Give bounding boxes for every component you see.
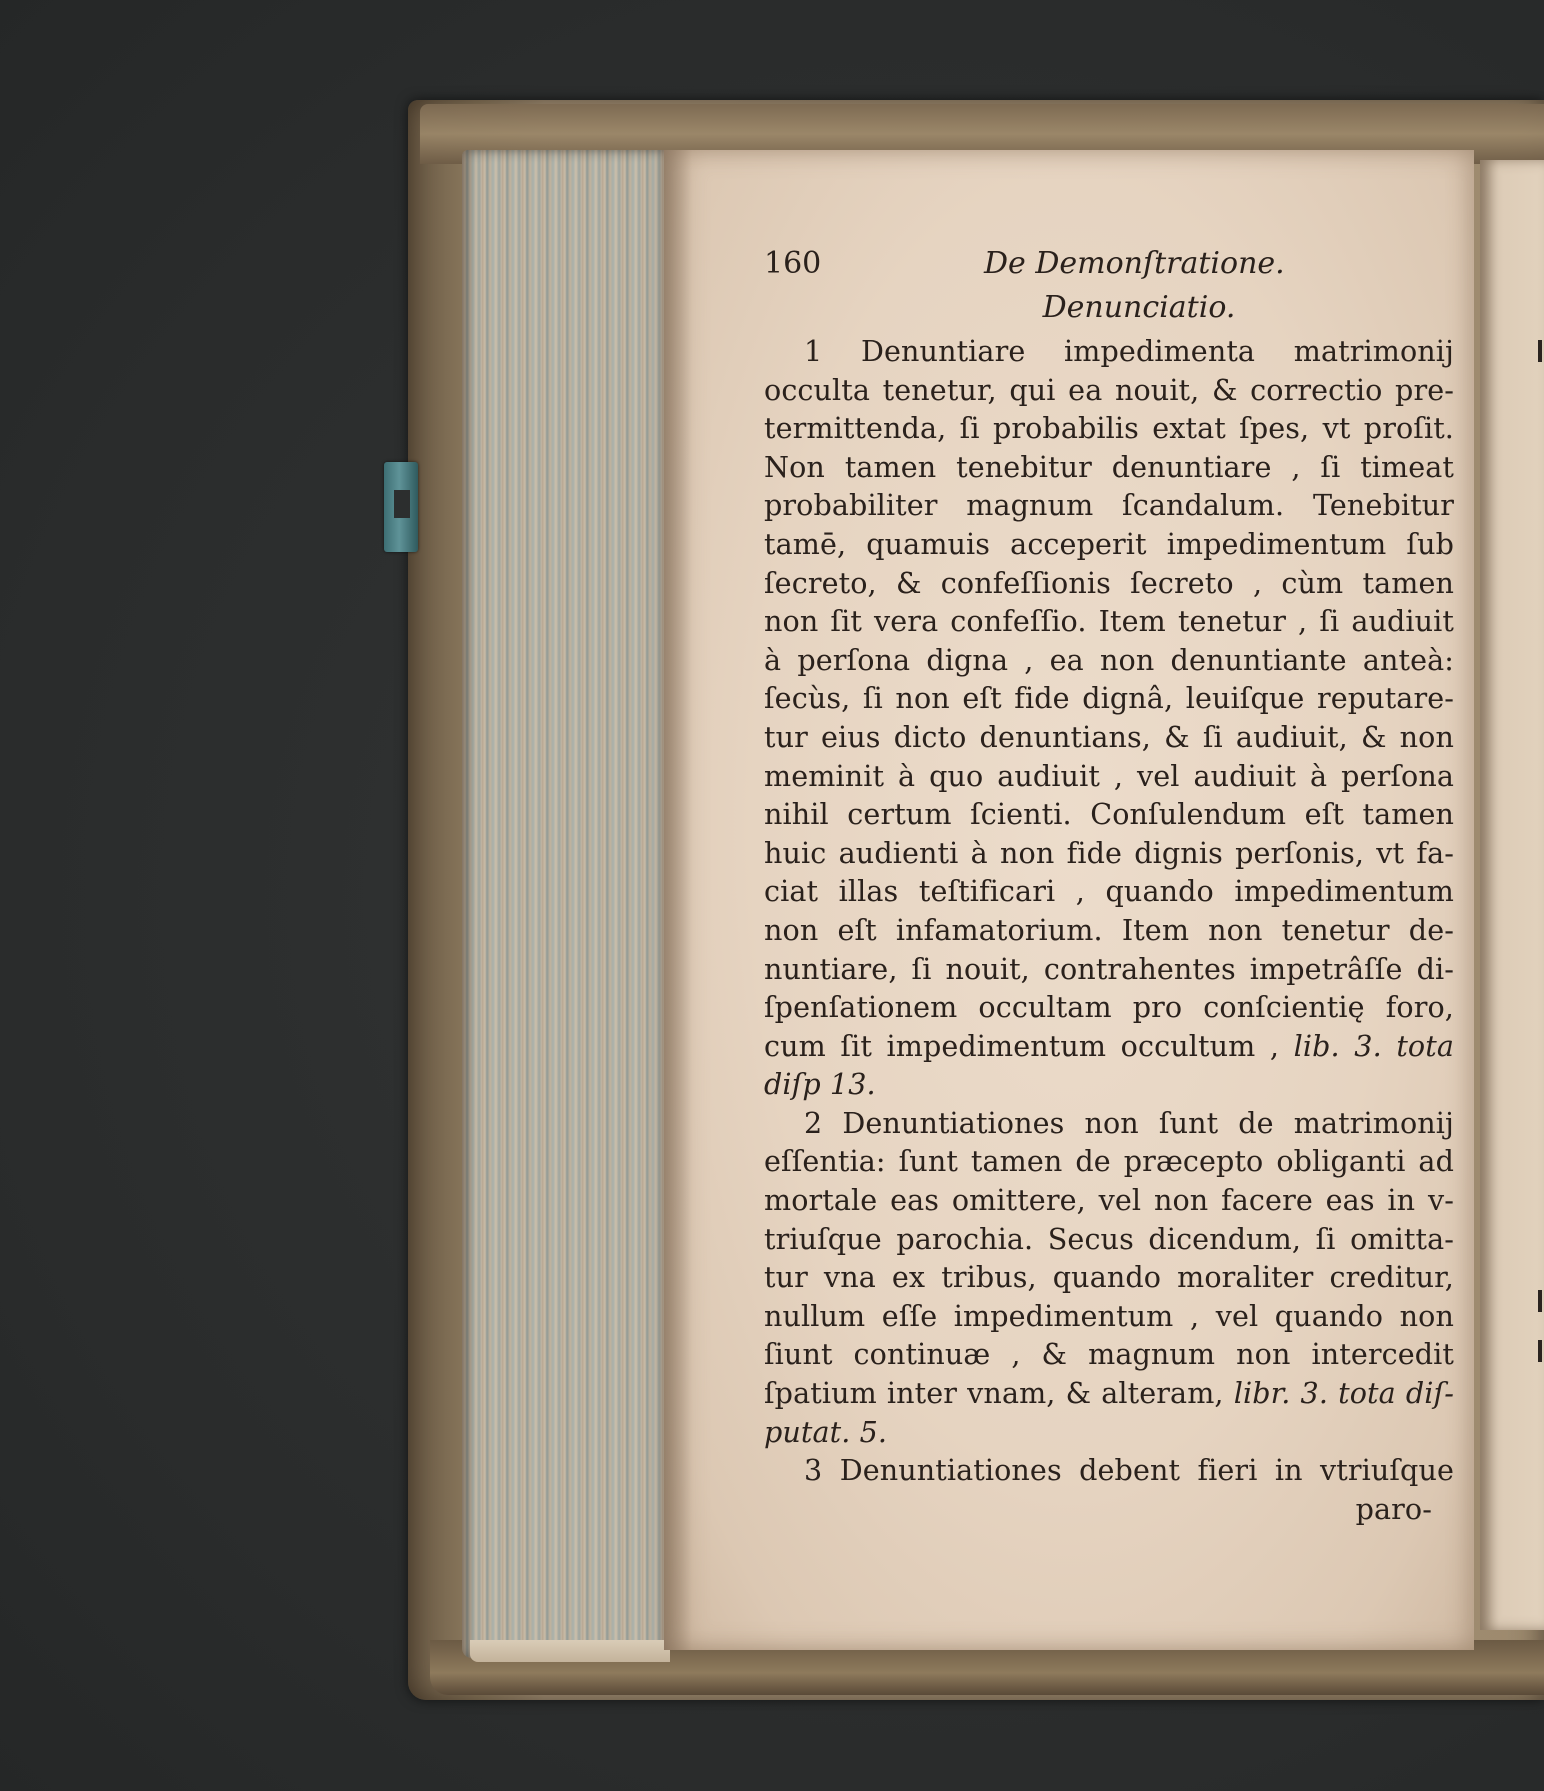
catchword: paro- [1355,1491,1432,1526]
text-line: occulta tenetur, qui ea nouit, & correctio pre- [764,372,1454,407]
text-line: nullum eſſe impedimentum , vel quando non [764,1298,1454,1333]
gutter-shadow [664,150,692,1650]
citation-continuation: putat. 5. [764,1414,888,1449]
text-line: tur vna ex tribus, quando moraliter creditur, [764,1260,1454,1295]
paragraph-1 [764,332,1454,1104]
text-line: à perſona digna , ea non denuntiante anteà: [764,642,1454,677]
text-line: huic audienti à non fide dignis perſonis, vt fa- [764,835,1454,870]
text-line: tur eius dicto denuntians, & ſi audiuit, & non [764,719,1454,754]
text-line: mortale eas omittere, vel non facere eas in v- [764,1183,1454,1218]
text-line: nihil certum ſcienti. Conſulendum eſt tamen [764,797,1454,832]
facing-page-ink-mark [1538,340,1542,362]
text-line: ciat illas teſtificari , quando impedimentum [764,874,1454,909]
text-line: 1 Denuntiare impedimenta matrimonij [804,334,1454,368]
text-line: ſecreto, & confeſſionis ſecreto , cùm tamen [764,565,1454,600]
paragraph-2 [764,1104,1454,1451]
text-line: ſiunt continuæ , & magnum non intercedit [764,1337,1454,1372]
text-line: termittenda, ſi probabilis extat ſpes, vt proſit. [764,411,1454,446]
text-line-body: ſpatium inter vnam, & alteram, [764,1376,1234,1411]
facing-page-ink-mark [1538,1340,1542,1362]
paragraph-3 [764,1451,1454,1528]
facing-page [1480,160,1544,1630]
text-line: Non tamen tenebitur denuntiare , ſi timeat [764,449,1454,484]
citation: lib. 3. tota [1293,1028,1454,1063]
page-edges-bottom [470,1640,670,1662]
facing-page-ink-mark [1538,1290,1542,1312]
citation-continuation: diſp 13. [764,1067,876,1102]
running-head-title: De Demonſtratione. [984,246,1285,281]
text-line: tamē, quamuis acceperit impedimentum ſub [764,526,1454,561]
text-line: 2 Denuntiationes non ſunt de matrimonij [804,1105,1454,1140]
page-edges [462,150,667,1658]
text-line: ſpenſationem occultam pro conſcientię foro, [764,990,1454,1025]
text-line: 3 Denuntiationes debent fieri in vtriuſque [804,1453,1454,1488]
citation: libr. 3. tota diſ- [1233,1376,1454,1411]
text-line: probabiliter magnum ſcandalum. Tenebitur [764,488,1454,523]
running-head [764,246,1454,290]
text-line: non ſit vera confeſſio. Item tenetur , ſi audiuit [764,604,1454,639]
text-line [764,1027,1454,1066]
text-line: non eſt infamatorium. Item non tenetur de- [764,912,1454,947]
text-line [764,1374,1454,1413]
text-line: meminit à quo audiuit , vel audiuit à perſona [764,758,1454,793]
text-line: ſecùs, ſi non eſt fide dignâ, leuiſque reputare- [764,681,1454,716]
text-line-body: cum ſit impedimentum occultum , [764,1028,1294,1063]
text-line: eſſentia: ſunt tamen de præcepto obliganti ad [764,1144,1454,1179]
page-number: 160 [764,246,822,281]
section-title: Denunciatio. [1042,290,1236,325]
clasp-notch [394,490,410,518]
page-text [764,246,1454,1528]
text-line: nuntiare, ſi nouit, contrahentes impetrâſſe di- [764,951,1454,986]
text-line: triuſque parochia. Secus dicendum, ſi omitta- [764,1221,1454,1256]
